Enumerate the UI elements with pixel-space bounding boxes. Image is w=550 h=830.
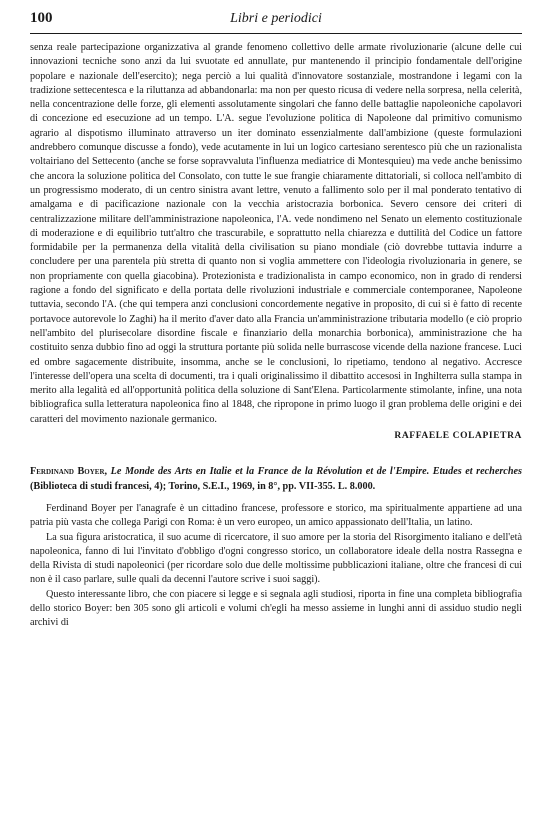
review-paragraph: senza reale partecipazione organizzativa al grande fenomeno collettivo delle armate rivoluzionarie (alcune delle cui innovazioni tecniche sono anzi da lui svuotate ed annullate, pur mantenendo il principio fondamentale dell'origine popolare e nazionale dell'esercito); nega perciò a lui qualità d'innovatore sostanziale, mostrandone i legami con la tradizione settecentesca e la riluttanza ad abbandonarla: ma non per questo ricusa di vedere nella sorpresa, nella celerità, nella concentrazione delle forze, gli elementi assolutamente singolari che fanno delle battaglie napoleoniche capolavori di concezione ed esecuzione ad un tempo. L'A. segue l'evoluzione politica di Napoleone dal primitivo comunismo agrario al dispotismo illuminato attraverso un iter dominato essenzialmente dall'ambizione (queste formulazioni andrebbero comunque discusse a fondo), vede acutamente in lui un logico cartesiano serentesco più che un razionalista voltairiano del Settecento (anche se forse sopravvaluta l'influenza mediatrice di Montesquieu) ma vede anche benissimo che ancora la soluzione politica del Consolato, con tutte le sue frangie chiaramente dittatoriali, si colloca nell'ambito di un progressismo moderato, di un centro sinistra avant lettre, venuto a fallimento solo per il mal ponderato tentativo di amalgama e di pacificazione nazionale con la vecchia aristocrazia borbonica. Severo censore dei criteri di centralizzazione militare dell'amministrazione napoleonica, l'A. vede nondimeno nel Senato un elemento costituzionale di moderazione e di equilibrio tutt'altro che trascurabile, e soprattutto nella chiarezza e duttilità del Codice un fattore formidabile per la permanenza della vitalità della civilisation su piano mondiale (ciò dovrebbe tuttavia indurre a concludere per una parentela più stretta di quanto non si voglia ammettere con l'ideologia rivoluzionaria in genere, se non propriamente con quella giacobina). Protezionista e tradizionalista in campo economico, non in grado di rendersi ragione a fondo del significato e della portata delle rivoluzioni industriale e commerciale contemporanee, Napoleone tuttavia, secondo l'A. (che qui tempera anzi conclusioni concordemente negative in proposito, di cui si è fatto di recente portavoce autorevole lo Zaghi) ha il merito d'aver dato alla Francia un'amministrazione tributaria modello (e ciò proprio nell'ambito del plurisecolare disordine fiscale e finanziario della monarchia borbonica), amministrazione che ha costituito senza dubbio fino ad oggi la struttura portante più solida nelle burrascose vicende della nazione francese. Luci ed ombre sagacemente distribuite, insomma, anche se le conclusioni, lo ripetiamo, tendono al negativo. Accresce l'interesse dell'opera una scelta di documenti, tra i quali originalissimo il dibattito accesosi in Inghilterra sulla stampa in merito alla legalità ed all'opportunità politica della soluzione di Sant'Elena. Particolarmente stimolante, infine, una nota bibliografica sulla letteratura napoleonica fino al 1848, che ripropone in primo luogo il gran problema delle origini e dei caratteri del movimento nazionale germanico. <box>30 42 522 425</box>
running-title: Libri e periodici <box>230 11 322 26</box>
review-colapietra <box>30 41 522 443</box>
page-body <box>30 41 522 631</box>
review-paragraph: Ferdinand Boyer per l'anagrafe è un cittadino francese, professore e storico, ma spiritualmente appartiene ad una patria più vasta che collega Parigi con Roma: è un vero europeo, un amico appassionato dell'Italia, un latino. <box>30 502 522 529</box>
review-paragraph: La sua figura aristocratica, il suo acume di ricercatore, il suo amore per la storia del Risorgimento italiano e dell'età napoleonica, fanno di lui l'invitato d'obbligo d'ogni congresso storico, un collaboratore ideale della nostra Rassegna e della Rivista di studi napoleonici (per ricordare solo due delle moltissime pubblicazioni italiane, oltre che francesi di cui non è il caso parlare, sulle quali da decenni l'autore scrive i suoi saggi). <box>30 531 522 586</box>
review-paragraph: Questo interessante libro, che con piacere si legge e si segnala agli studiosi, riporta in fine una completa bibliografia dello storico Boyer: ben 305 sono gli articoli e volumi ch'egli ha messo assieme in lunghi anni di assiduo studio negli archivi di <box>30 588 522 629</box>
reviewer-signature: RAFFAELE COLAPIETRA <box>394 431 522 442</box>
page-header <box>30 10 522 32</box>
review-boyer <box>30 465 522 630</box>
header-rule <box>30 33 522 34</box>
citation-title: Le Monde des Arts en Italie et la France de la Révolution et de l'Empire. Etudes et recherches <box>110 466 522 478</box>
page-number: 100 <box>30 10 53 26</box>
book-citation: Ferdinand Boyer, Le Monde des Arts en Italie et la France de la Révolution et de l'Empire. Etudes et recherches (Biblioteca di studi francesi, 4); Torino, S.E.I., 1969, in 8°, pp. VII-355. L. 8.000. <box>30 466 522 492</box>
citation-details: (Biblioteca di studi francesi, 4); Torino, S.E.I., 1969, in 8°, pp. VII-355. L. 8.000. <box>30 480 376 492</box>
citation-author: Ferdinand Boyer <box>30 466 105 478</box>
